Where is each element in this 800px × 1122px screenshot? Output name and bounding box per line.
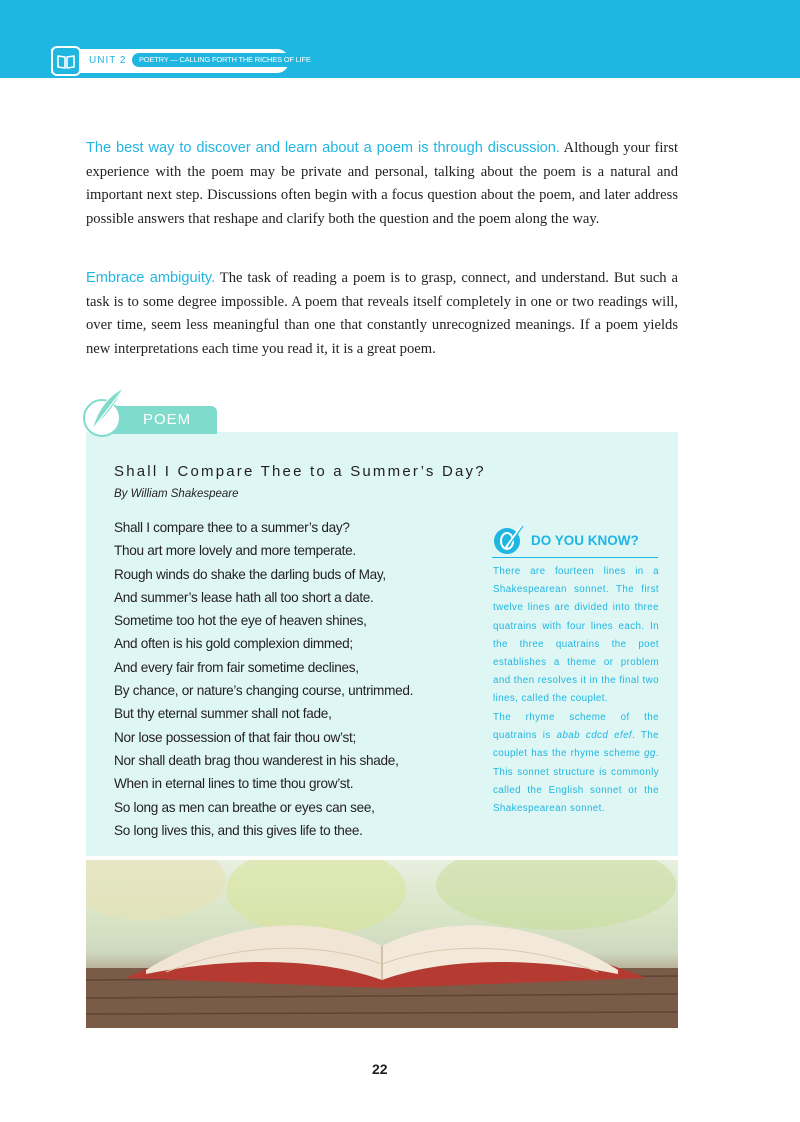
poem-line: By chance, or nature’s changing course, untrimmed. bbox=[114, 683, 414, 699]
rhyme-scheme-quatrains: abab cdcd efef bbox=[556, 730, 633, 742]
page-number: 22 bbox=[372, 1061, 388, 1077]
rhyme-text: . This sonnet structure is commonly called the English sonnet or the Shakespearean sonnet. bbox=[493, 748, 659, 815]
unit-label: UNIT 2 bbox=[89, 55, 127, 66]
did-you-know-title: DO YOU KNOW? bbox=[531, 533, 639, 548]
poem-line: And summer’s lease hath all too short a date. bbox=[114, 589, 374, 605]
poem-line: So long lives this, and this gives life to thee. bbox=[114, 822, 363, 838]
unit-title: POETRY — CALLING FORTH THE RICHES OF LIFE bbox=[132, 53, 318, 67]
rhyme-scheme-couplet: gg bbox=[644, 748, 656, 760]
intro-paragraph-1 bbox=[86, 137, 678, 232]
poem-title: Shall I Compare Thee to a Summer’s Day? bbox=[114, 463, 486, 480]
poem-author: By William Shakespeare bbox=[114, 488, 239, 500]
poem-line: Sometime too hot the eye of heaven shines, bbox=[114, 613, 367, 629]
rhyme-text: The rhyme scheme of the quatrains is bbox=[493, 712, 659, 742]
paragraph-text: The task of reading a poem is to grasp, connect, and understand. But such a task is to some degree impossible. A poem that reveals itself completely in one or two readings will, over time, seem less meaningful than one that constantly unrecognized meanings. If a poem yields new interpretations each time you read it, it is a great poem. bbox=[86, 270, 678, 358]
poem-line: Thou art more lovely and more temperate. bbox=[114, 543, 356, 559]
intro-paragraph-2 bbox=[86, 267, 678, 362]
open-book-photo bbox=[86, 860, 678, 1028]
paragraph-text: Although your first experience with the poem may be private and personal, talking about the poem is a natural and important next step. Discussions often begin with a focus question about the poem, and later address possible answers that reshape and clarify both the question and the poem along the way. bbox=[86, 140, 679, 228]
did-you-know-text-2 bbox=[493, 709, 659, 818]
poem-line: Nor shall death brag thou wanderest in his shade, bbox=[114, 752, 399, 768]
poem-line: Shall I compare thee to a summer’s day? bbox=[114, 520, 350, 535]
open-book-icon bbox=[51, 46, 81, 76]
rhyme-text: . The couplet has the rhyme scheme bbox=[493, 730, 659, 760]
paragraph-lead: The best way to discover and learn about a poem is through discussion. bbox=[86, 140, 560, 156]
poem-tab-label: POEM bbox=[143, 411, 192, 428]
poem-line: But thy eternal summer shall not fade, bbox=[114, 706, 332, 722]
did-you-know-text-1: There are fourteen lines in a Shakespearean sonnet. The first twelve lines are divided into three quatrains with four lines each. In the three quatrains the poet establishes a theme or problem and then resolves it in the final two lines, called the couplet. bbox=[493, 566, 659, 705]
paragraph-lead: Embrace ambiguity. bbox=[86, 270, 216, 286]
poem-lines bbox=[114, 516, 413, 842]
divider bbox=[492, 557, 658, 558]
poem-line: And often is his gold complexion dimmed; bbox=[114, 636, 353, 652]
poem-line: Nor lose possession of that fair thou ow’st; bbox=[114, 729, 356, 745]
poem-line: So long as men can breathe or eyes can see, bbox=[114, 799, 375, 815]
poem-line: Rough winds do shake the darling buds of May, bbox=[114, 566, 386, 582]
poem-line: When in eternal lines to time thou grow’st. bbox=[114, 776, 354, 792]
quill-feather-icon bbox=[80, 384, 130, 440]
lightbulb-pen-icon bbox=[492, 524, 526, 556]
poem-line: And every fair from fair sometime declines, bbox=[114, 659, 359, 675]
